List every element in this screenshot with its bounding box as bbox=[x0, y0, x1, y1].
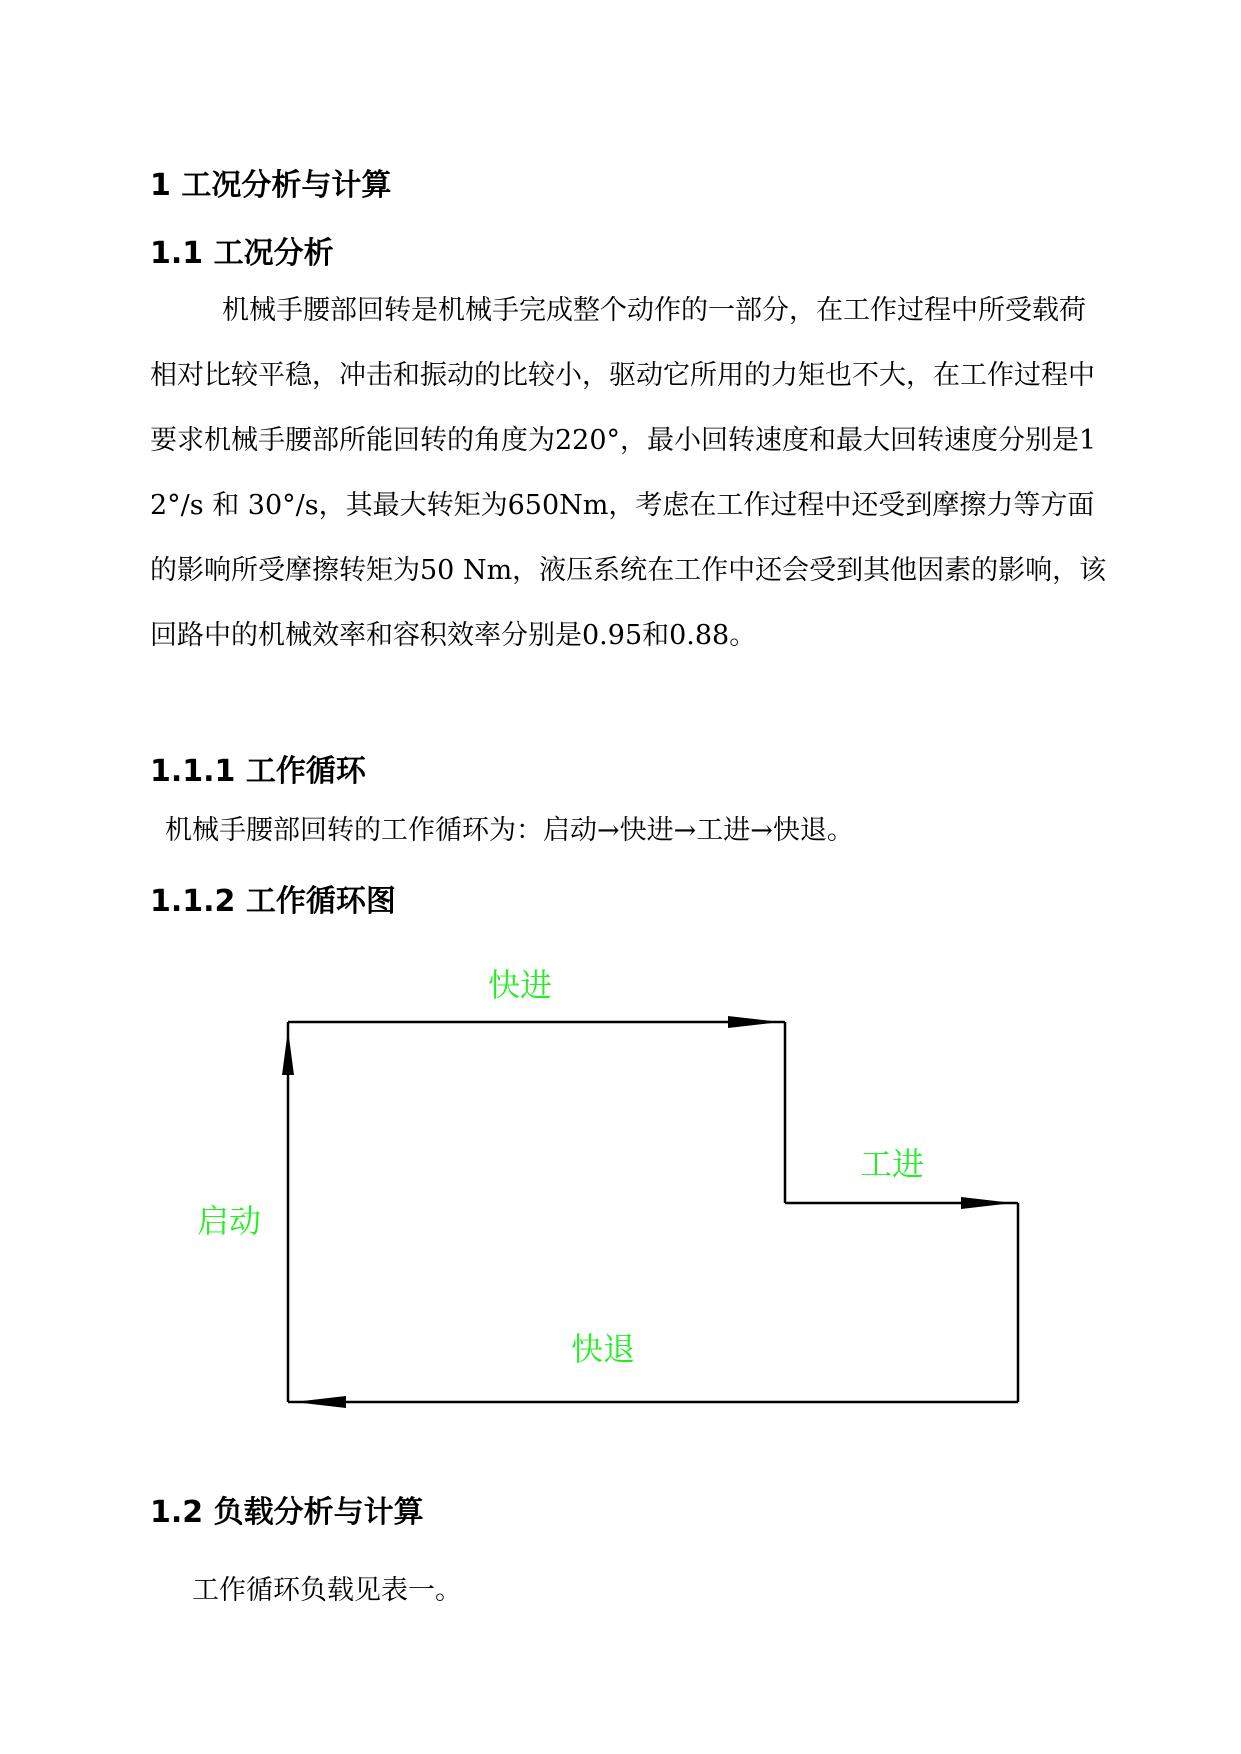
section-1-title: 1 工况分析与计算 bbox=[150, 168, 392, 203]
section-1-1-2-title: 1.1.2 工作循环图 bbox=[150, 884, 396, 919]
load-table-reference-text: 工作循环负载见表一。 bbox=[192, 1575, 462, 1606]
fast-return-label: 快退 bbox=[571, 1330, 636, 1368]
section-1-1-title: 1.1 工况分析 bbox=[150, 236, 334, 271]
work-feed-label: 工进 bbox=[860, 1145, 925, 1183]
fast-forward-arrow-icon bbox=[728, 1016, 780, 1028]
work-cycle-text: 机械手腰部回转的工作循环为：启动→快进→工进→快退。 bbox=[165, 815, 854, 846]
section-1-2-title: 1.2 负载分析与计算 bbox=[150, 1495, 424, 1530]
fast-return-arrow-icon bbox=[294, 1396, 346, 1408]
work-cycle-diagram bbox=[0, 940, 1241, 1420]
section-1-1-1-title: 1.1.1 工作循环 bbox=[150, 754, 366, 789]
working-condition-paragraph: 机械手腰部回转是机械手完成整个动作的一部分，在工作过程中所受载荷相对比较平稳，冲击和振动的比较小，驱动它所用的力矩也不大，在工作过程中要求机械手腰部所能回转的角度为220°，最小回转速度和最大回转速度分别是12°/s 和 30°/s，其最大转矩为650Nm，考虑在工作过程中还受到摩擦力等方面的影响所受摩擦转矩为50 Nm，液压系统在工作中还会受到其他因素的影响，该回路中的机械效率和容积效率分别是0.95和0.88。 bbox=[150, 295, 1107, 651]
work-feed-arrow-icon bbox=[961, 1197, 1013, 1209]
start-arrow-icon bbox=[282, 1030, 294, 1075]
fast-forward-label: 快进 bbox=[488, 966, 553, 1004]
start-label: 启动 bbox=[197, 1202, 262, 1240]
